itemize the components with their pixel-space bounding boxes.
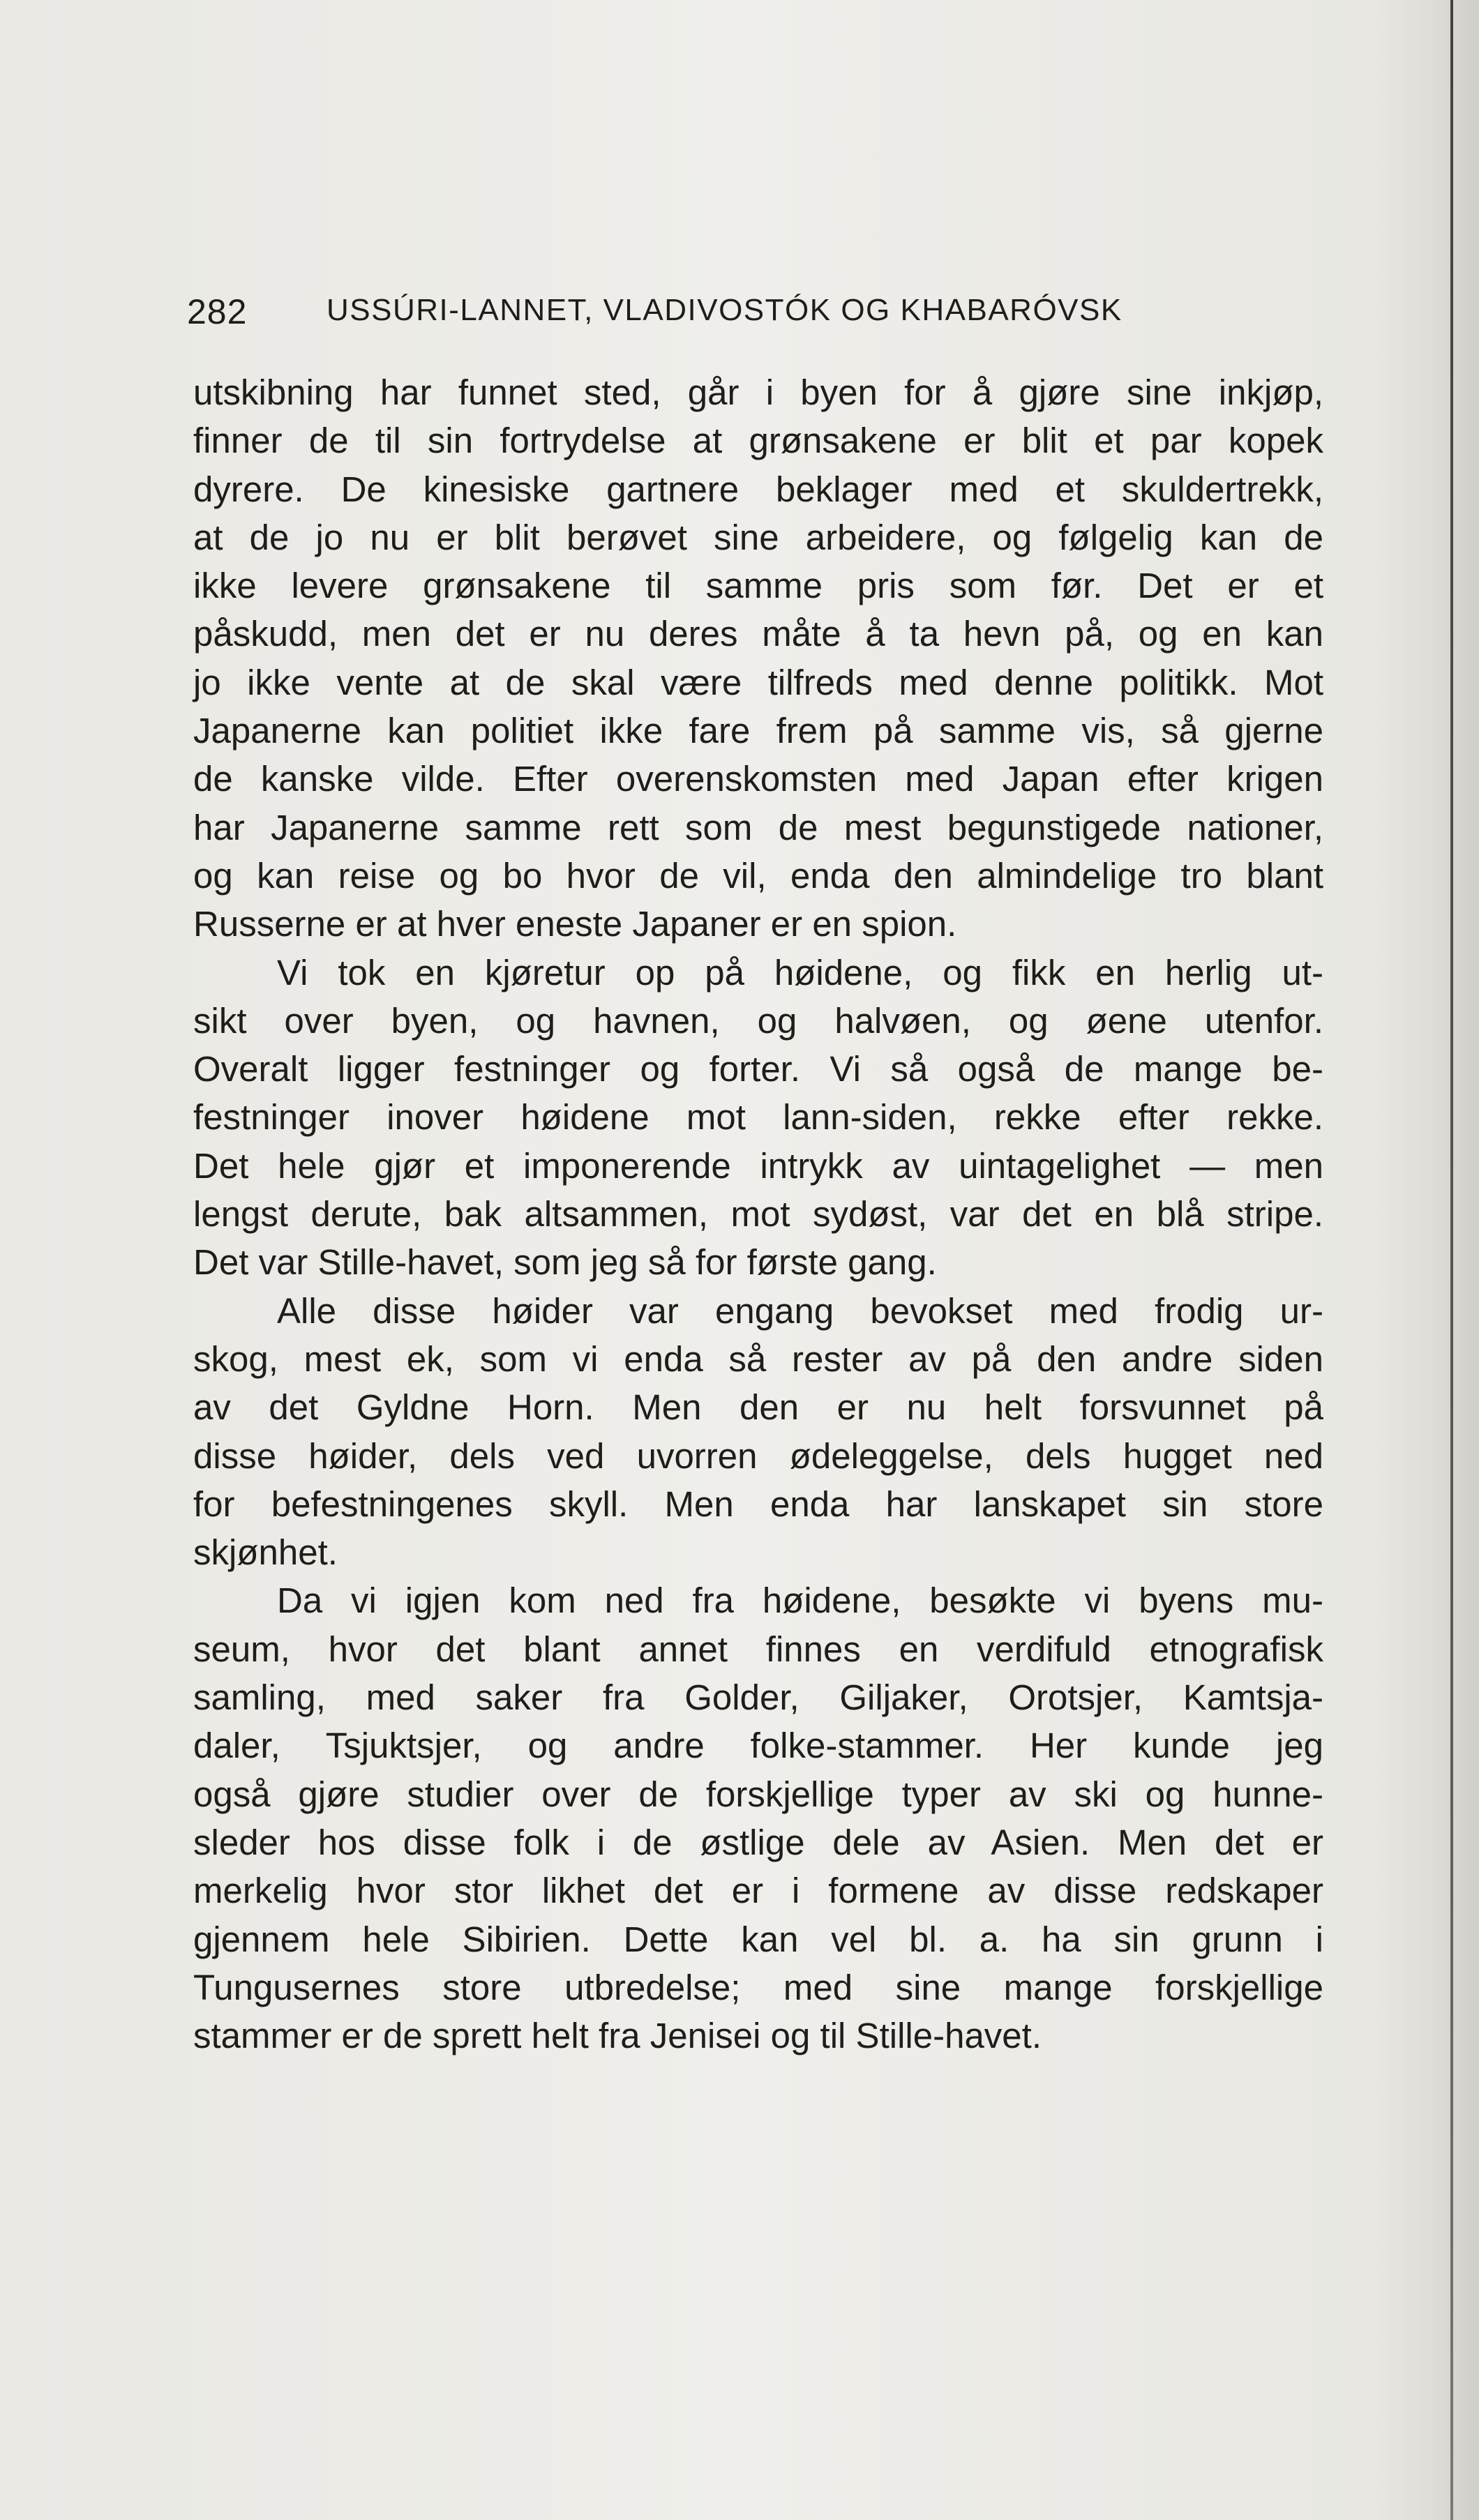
text-line: for befestningenes skyll. Men enda har lanskapet sin store xyxy=(193,1484,1323,1524)
body-text xyxy=(193,368,1323,2060)
text-line: de kanske vilde. Efter overenskomsten med Japan efter krigen xyxy=(193,759,1323,799)
text-line: og kan reise og bo hvor de vil, enda den almindelige tro blant xyxy=(193,855,1323,896)
text-line: skog, mest ek, som vi enda så rester av på den andre siden xyxy=(193,1338,1323,1379)
text-line: sikt over byen, og havnen, og halvøen, og øene utenfor. xyxy=(193,1000,1323,1041)
text-line: Tungusernes store utbredelse; med sine mange forskjellige xyxy=(193,1967,1323,2007)
text-line: påskudd, men det er nu deres måte å ta hevn på, og en kan xyxy=(193,614,1323,654)
text-line: Japanerne kan politiet ikke fare frem på samme vis, så gjerne xyxy=(193,711,1323,751)
text-line: ikke levere grønsakene til samme pris som før. Det er et xyxy=(193,566,1323,606)
text-line: disse høider, dels ved uvorren ødeleggelse, dels hugget ned xyxy=(193,1435,1323,1476)
text-line: merkelig hvor stor likhet det er i formene av disse redskaper xyxy=(193,1871,1323,1911)
text-line: festninger inover høidene mot lann-siden, rekke efter rekke. xyxy=(193,1097,1323,1138)
text-line: har Japanerne samme rett som de mest begunstigede nationer, xyxy=(193,807,1323,847)
page-header xyxy=(187,292,1192,340)
text-line-paragraph-end: Russerne er at hver eneste Japaner er en spion. xyxy=(193,904,957,944)
text-line: utskibning har funnet sted, går i byen for å gjøre sine inkjøp, xyxy=(193,372,1323,412)
text-line: finner de til sin fortrydelse at grønsakene er blit et par kopek xyxy=(193,421,1323,461)
text-line: lengst derute, bak altsammen, mot sydøst, var det en blå stripe. xyxy=(193,1194,1323,1235)
text-line: jo ikke vente at de skal være tilfreds med denne politikk. Mot xyxy=(193,662,1323,702)
page-number: 282 xyxy=(187,292,248,331)
text-line-paragraph-end: skjønhet. xyxy=(193,1532,338,1573)
text-line: samling, med saker fra Golder, Giljaker, Orotsjer, Kamtsja- xyxy=(193,1677,1323,1718)
text-line: sleder hos disse folk i de østlige dele av Asien. Men det er xyxy=(193,1822,1323,1862)
text-line-paragraph-start: Vi tok en kjøretur op på høidene, og fikk en herlig ut- xyxy=(277,952,1323,993)
text-line: Det hele gjør et imponerende intrykk av uintagelighet — men xyxy=(193,1145,1323,1186)
text-line: også gjøre studier over de forskjellige typer av ski og hunne- xyxy=(193,1774,1323,1814)
text-line: seum, hvor det blant annet finnes en verdifuld etnografisk xyxy=(193,1629,1323,1669)
text-line: daler, Tsjuktsjer, og andre folke-stammer. Her kunde jeg xyxy=(193,1726,1323,1766)
text-line-paragraph-end: stammer er de sprett helt fra Jenisei og til Stille-havet. xyxy=(193,2016,1042,2056)
text-line: dyrere. De kinesiske gartnere beklager med et skuldertrekk, xyxy=(193,469,1323,509)
running-head: USSÚRI-LANNET, VLADIVOSTÓK OG KHABARÓVSK xyxy=(326,293,1123,327)
text-line-paragraph-start: Alle disse høider var engang bevokset med frodig ur- xyxy=(277,1290,1323,1331)
text-line-paragraph-end: Det var Stille-havet, som jeg så for første gang. xyxy=(193,1242,937,1283)
page-edge-shadow xyxy=(1450,0,1453,2520)
text-line: gjennem hele Sibirien. Dette kan vel bl. a. ha sin grunn i xyxy=(193,1919,1323,1959)
text-line-paragraph-start: Da vi igjen kom ned fra høidene, besøkte vi byens mu- xyxy=(277,1580,1323,1621)
text-line: av det Gyldne Horn. Men den er nu helt forsvunnet på xyxy=(193,1387,1323,1428)
text-line: at de jo nu er blit berøvet sine arbeidere, og følgelig kan de xyxy=(193,517,1323,557)
text-line: Overalt ligger festninger og forter. Vi så også de mange be- xyxy=(193,1049,1323,1089)
